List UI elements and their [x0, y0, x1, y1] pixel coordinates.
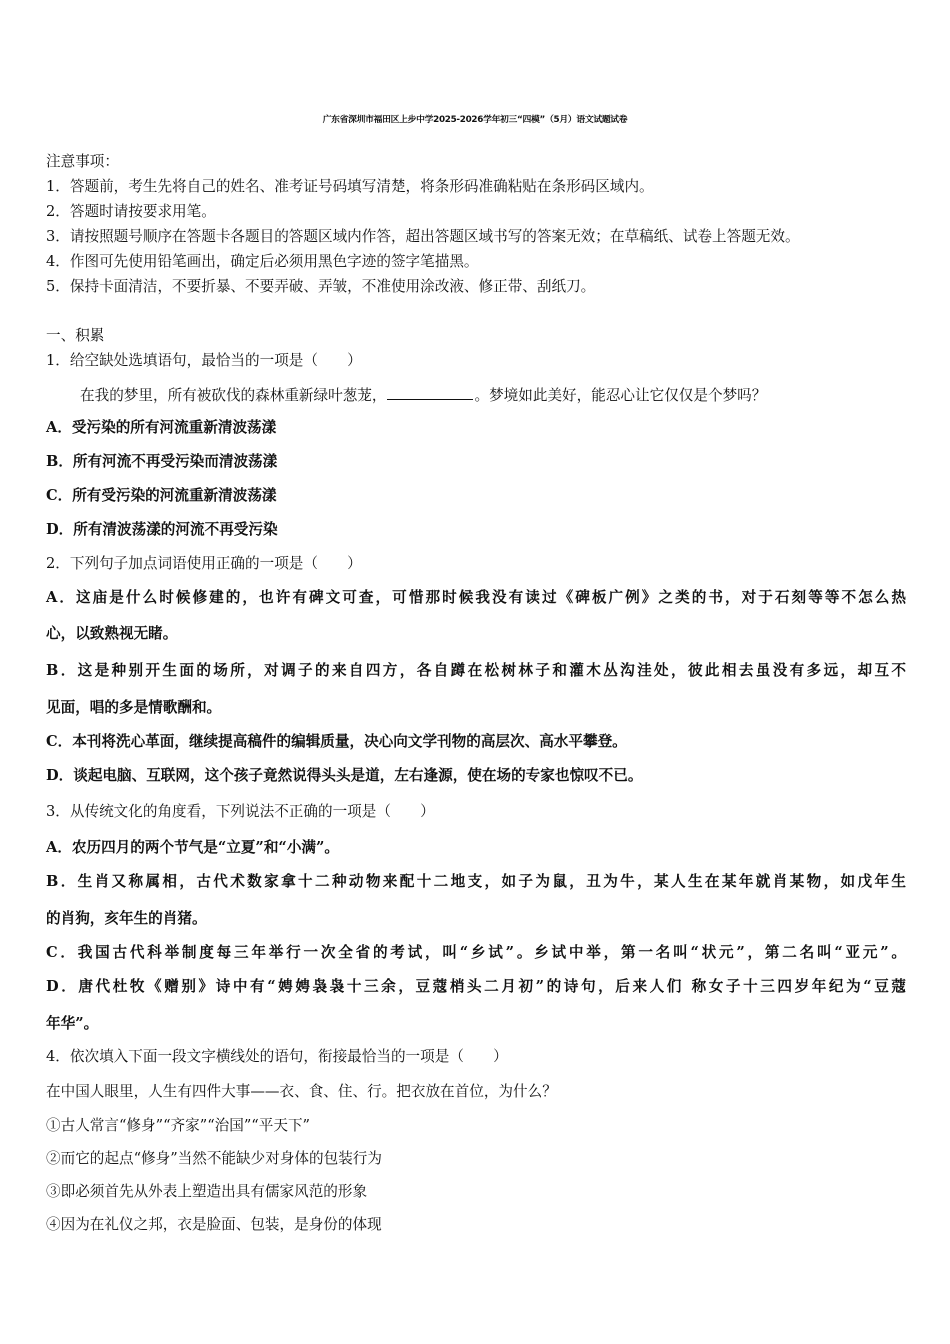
- page-title: 广东省深圳市福田区上步中学2025-2026学年初三“四模”（5月）语文试题试卷: [322, 115, 628, 125]
- q2-stem: 2．下列句子加点词语使用正确的一项是（ ）: [46, 555, 362, 572]
- notice-item-2: 2．答题时请按要求用笔。: [46, 203, 216, 220]
- notice-item-5: 5．保持卡面清洁，不要折暴、不要弄破、弄皱，不准使用涂改液、修正带、刮纸刀。: [46, 278, 596, 295]
- notice-heading: 注意事项：: [46, 153, 119, 170]
- q1-option-a: A．受污染的所有河流重新清波荡漾: [46, 419, 277, 436]
- q1-option-b: B．所有河流不再受污染而清波荡漾: [46, 453, 278, 470]
- q1-stem: 1．给空缺处选填语句，最恰当的一项是（ ）: [46, 352, 362, 369]
- notice-item-3: 3．请按照题号顺序在答题卡各题目的答题区域内作答，超出答题区域书写的答案无效；在草稿纸、试卷上答题无效。: [46, 228, 800, 245]
- q1-blank: [387, 385, 473, 400]
- section-heading: 一、积累: [46, 327, 105, 344]
- q4-item-1: ①古人常言“修身”“齐家”“治国”“平天下”: [46, 1117, 310, 1134]
- q1-option-d: D．所有清波荡漾的河流不再受污染: [46, 521, 278, 538]
- q3-option-b-line1: B．生肖又称属相，古代术数家拿十二种动物来配十二地支，如子为鼠，丑为牛，某人生在某年就肖某物，如戊年生: [46, 873, 906, 890]
- q3-option-a: A．农历四月的两个节气是“立夏”和“小满”。: [46, 839, 339, 856]
- q3-option-d-line2: 年华”。: [46, 1015, 99, 1032]
- q2-option-b-line1: B．这是种别开生面的场所，对调子的来自四方，各自蹲在松树林子和灌木丛沟洼处，彼此相去虽没有多远，却互不: [46, 662, 906, 679]
- q1-option-c: C．所有受污染的河流重新清波荡漾: [46, 487, 277, 504]
- notice-item-4: 4．作图可先使用铅笔画出，确定后必须用黑色字迹的签字笔描黑。: [46, 253, 479, 270]
- q1-passage: [80, 385, 766, 406]
- q4-item-2: ②而它的起点“修身”当然不能缺少对身体的包装行为: [46, 1150, 382, 1167]
- q2-option-c: C．本刊将洗心革面，继续提高稿件的编辑质量，决心向文学刊物的高层次、高水平攀登。: [46, 733, 627, 750]
- q3-stem: 3．从传统文化的角度看，下列说法不正确的一项是（ ）: [46, 803, 435, 820]
- q4-item-4: ④因为在礼仪之邦，衣是脸面、包装，是身份的体现: [46, 1216, 382, 1233]
- q2-option-a-line2: 心，以致熟视无睹。: [46, 625, 178, 642]
- notice-item-1: 1．答题前，考生先将自己的姓名、准考证号码填写清楚，将条形码准确粘贴在条形码区域内。: [46, 178, 654, 195]
- q4-stem: 4．依次填入下面一段文字横线处的语句，衔接最恰当的一项是（ ）: [46, 1048, 508, 1065]
- q2-option-a-line1: A．这庙是什么时候修建的，也许有碑文可查，可惜那时候我没有读过《碑板广例》之类的书，对于石刻等等不怎么热: [46, 589, 906, 606]
- q1-passage-before: 在我的梦里，所有被砍伐的森林重新绿叶葱茏，: [80, 387, 387, 404]
- q3-option-d-line1: D．唐代杜牧《赠别》诗中有“娉娉袅袅十三余，豆蔻梢头二月初”的诗句，后来人们 称女子十三四岁年纪为“豆蔻: [46, 978, 906, 995]
- q4-intro: 在中国人眼里，人生有四件大事——衣、食、住、行。把衣放在首位，为什么？: [46, 1083, 557, 1100]
- q4-item-3: ③即必须首先从外表上塑造出具有儒家风范的形象: [46, 1183, 368, 1200]
- q3-option-b-line2: 的肖狗，亥年生的肖猪。: [46, 910, 207, 927]
- q3-option-c: C．我国古代科举制度每三年举行一次全省的考试，叫“乡试”。乡试中举，第一名叫“状元”，第二名叫“亚元”。: [46, 944, 906, 961]
- q2-option-b-line2: 见面，唱的多是情歌酬和。: [46, 699, 222, 716]
- q2-option-d: D．谈起电脑、互联网，这个孩子竟然说得头头是道，左右逢源，使在场的专家也惊叹不已。: [46, 767, 643, 784]
- q1-passage-after: 。梦境如此美好，能忍心让它仅仅是个梦吗？: [474, 387, 767, 404]
